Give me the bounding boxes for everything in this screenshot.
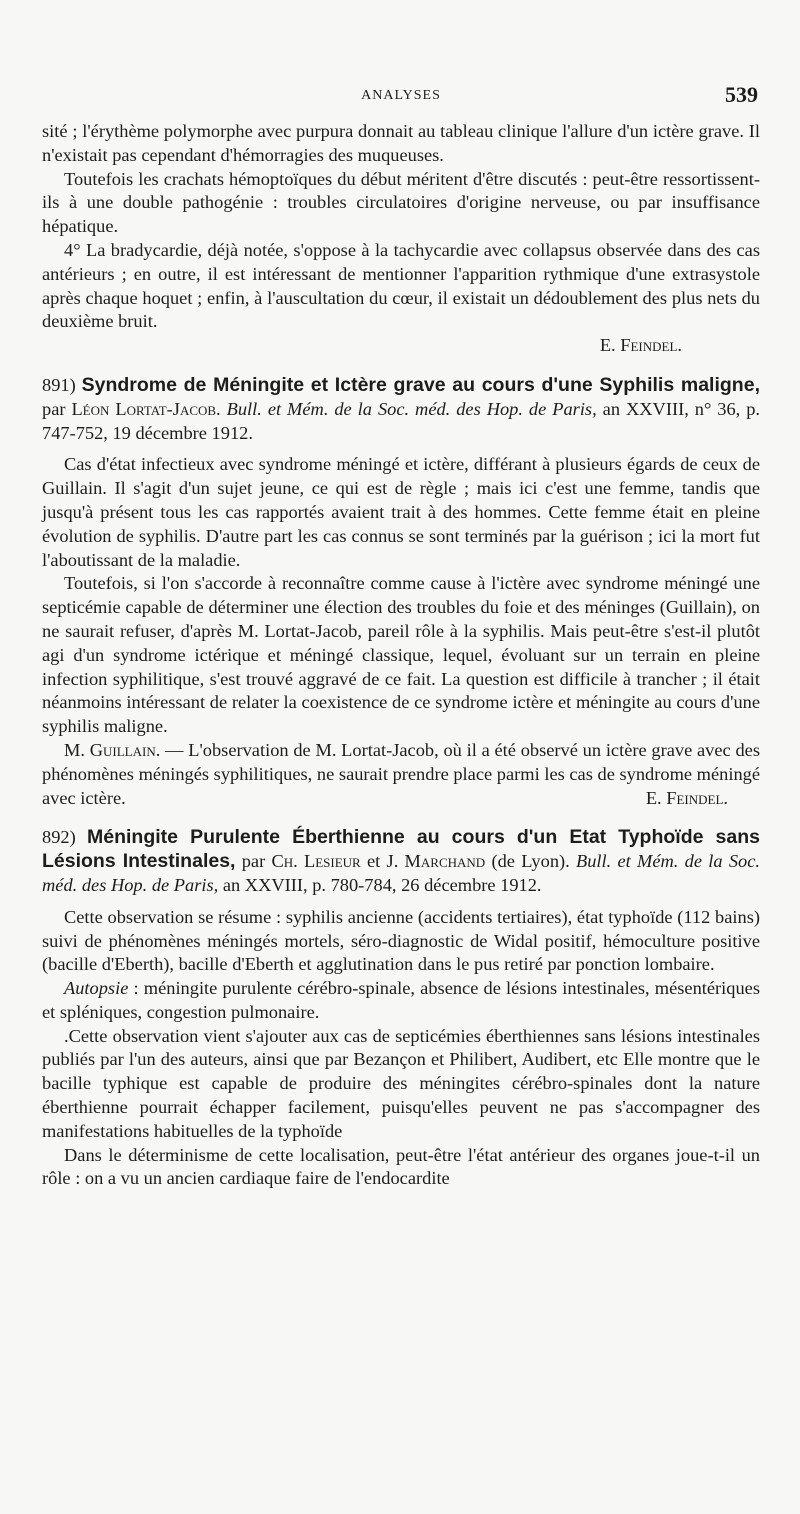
- by-word: par: [42, 398, 66, 419]
- comment-text: — L'observation de M. Lortat-Jacob, où il a été observé un ictère grave avec des phénomènes méningés syphilitiques, ne saurait prendre place parmi les cas de syndrome méningé avec ictère.: [42, 739, 760, 808]
- article-source: Bull. et Mém. de la Soc. méd. des Hop. de Paris,: [226, 398, 597, 419]
- article-details: an XXVIII, n° 36, p. 747-752, 19 décembre 1912.: [42, 398, 760, 443]
- by-word: par: [241, 851, 266, 872]
- article-title: Méningite Purulente Éberthienne au cours d'un Etat Typhoïde sans Lésions Intestinales,: [42, 826, 760, 873]
- article-892: [42, 826, 760, 1191]
- autopsy-label: Autopsie: [64, 978, 129, 999]
- article-heading: [42, 374, 760, 445]
- paragraph: .Cette observation vient s'ajouter aux cas de septicémies éberthiennes sans lésions intestinales publiés par l'un des auteurs, ainsi que par Bezançon et Philibert, Audibert, etc Elle montre que le bacille typhique est capable de produire des méningites cérébro-spinales dont la nature éberthienne pourrait échapper facilement, puisqu'elles peuvent ne pas s'accompagner des manifestations habituelles de la typhoïde: [42, 1025, 760, 1141]
- autopsy-text: : méningite purulente cérébro-spinale, absence de lésions intestinales, mésentériques et spléniques, congestion pulmonaire.: [42, 978, 760, 1022]
- signature: E. Feindel.: [599, 335, 682, 356]
- page-header: [42, 82, 760, 112]
- paragraph: [42, 739, 760, 810]
- paragraph: Dans le déterminisme de cette localisation, peut-être l'état antérieur des organes joue-t-il un rôle : on a vu un ancien cardiaque faire de l'endocardite: [42, 1144, 760, 1189]
- article-title: Syndrome de Méningite et Ictère grave au cours d'une Syphilis maligne,: [81, 373, 760, 396]
- article-source: Bull. et Mém. de la Soc. méd. des Hop. de Paris,: [42, 851, 760, 895]
- running-head: ANALYSES: [361, 88, 441, 103]
- paragraph: [42, 977, 760, 1025]
- document-page: [0, 82, 800, 1514]
- paragraph: 4° La bradycardie, déjà notée, s'oppose à la tachycardie avec collapsus observée dans des cas antérieurs ; en outre, il est intéressant de mentionner l'apparition rythmique d'une extrasystole après chaque hoquet ; enfin, à l'auscultation du cœur, il existait un dédoublement des plus nets du deuxième bruit.: [42, 239, 760, 332]
- comment-author: Guillain.: [89, 739, 161, 760]
- article-details: an XXVIII, p. 780-784, 26 décembre 1912.: [222, 874, 542, 895]
- article-891: [42, 374, 760, 810]
- comment-prefix: M.: [64, 739, 85, 760]
- article-number: 891): [42, 374, 76, 395]
- article-city: (de Lyon).: [491, 851, 570, 872]
- paragraph: Cette observation se résume : syphilis ancienne (accidents tertiaires), état typhoïde (112 bains) suivi de phénomènes méningés mortels, séro-diagnostic de Widal positif, hémoculture positive (bacille d'Eberth), bacille d'Eberth et agglutination dans le pus retiré par ponction lombaire.: [42, 906, 760, 975]
- article-author: Ch. Lesieur: [271, 851, 361, 872]
- paragraph: Toutefois les crachats hémoptoïques du début méritent d'être discutés : peut-être ressortissent-ils à une double pathogénie : troubles circulatoires d'origine nerveuse, ou par insuffisance hépatique.: [42, 168, 760, 237]
- article-author: J. Marchand: [386, 851, 486, 872]
- page-number: 539: [725, 82, 758, 107]
- article-number: 892): [42, 827, 76, 848]
- article-heading: [42, 826, 760, 897]
- signature: E. Feindel.: [645, 787, 728, 808]
- paragraph: Cas d'état infectieux avec syndrome méningé et ictère, différant à plusieurs égards de ceux de Guillain. Il s'agit d'un sujet jeune, ce qui est de règle ; mais ici c'est une femme, tandis que jusqu'à présent tous les cas rapportés avaient trait à des hommes. Cette femme était en pleine évolution de syphilis. D'autre part les cas connus se sont terminés par la guérison ; ici la mort fut l'aboutissant de la maladie.: [42, 454, 760, 570]
- paragraph: sité ; l'érythème polymorphe avec purpura donnait au tableau clinique l'allure d'un ictère grave. Il n'existait pas cependant d'hémorragies des muqueuses.: [42, 121, 760, 165]
- paragraph: Toutefois, si l'on s'accorde à reconnaître comme cause à l'ictère avec syndrome méningé une septicémie capable de déterminer une élection des troubles du foie et des méninges (Guillain), on ne saurait refuser, d'après M. Lortat-Jacob, pareil rôle à la syphilis. Mais peut-être s'est-il plutôt agi d'un syndrome ictérique et méningé classique, lequel, évoluant sur un terrain en pleine infection syphilitique, s'est trouvé aggravé de ce fait. La question est difficile à trancher ; il était néanmoins intéressant de relater la coexistence de ce syndrome ictère et méningite au cours d'une syphilis maligne.: [42, 573, 760, 737]
- and-word: et: [367, 851, 381, 872]
- article-author: Léon Lortat-Jacob.: [71, 398, 221, 419]
